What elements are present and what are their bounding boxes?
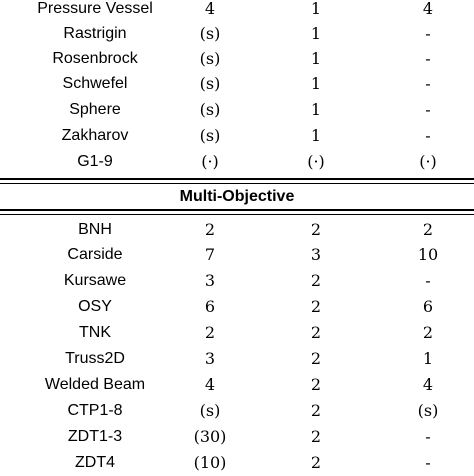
- table-row: [0, 96, 474, 123]
- constraints-value: -: [425, 271, 431, 290]
- problem-name: Sphere: [69, 101, 121, 118]
- objectives-value: 2: [310, 453, 322, 472]
- variables-value: (s): [199, 49, 221, 68]
- problem-name: Rosenbrock: [52, 50, 138, 67]
- objectives-value: 2: [310, 427, 322, 446]
- table-row: [0, 148, 474, 175]
- variables-value: 3: [204, 349, 216, 368]
- objectives-value: 1: [310, 0, 322, 18]
- objectives-value: 2: [310, 375, 322, 394]
- table-row: [0, 70, 474, 97]
- variables-value: 6: [204, 297, 216, 316]
- constraints-value: -: [425, 49, 431, 68]
- constraints-value: 2: [422, 323, 434, 342]
- problem-name: Schwefel: [62, 75, 128, 92]
- problem-name: CTP1-8: [67, 402, 123, 419]
- constraints-value: 10: [417, 245, 439, 264]
- problem-name: ZDT4: [75, 454, 115, 471]
- table-row: [0, 293, 474, 320]
- objectives-value: 1: [310, 24, 322, 43]
- objectives-value: 1: [310, 100, 322, 119]
- table-row: [0, 0, 474, 22]
- table-row: [0, 397, 474, 424]
- variables-value: 4: [204, 0, 216, 18]
- objectives-value: 2: [310, 323, 322, 342]
- objectives-value: 2: [310, 401, 322, 420]
- objectives-value: 1: [310, 74, 322, 93]
- variables-value: 7: [204, 245, 216, 264]
- problem-name: Pressure Vessel: [37, 0, 153, 17]
- constraints-value: (s): [417, 401, 439, 420]
- table-row: [0, 241, 474, 268]
- table-row: [0, 267, 474, 294]
- variables-value: 2: [204, 220, 216, 239]
- variables-value: (s): [199, 401, 221, 420]
- variables-value: (s): [199, 100, 221, 119]
- constraints-value: (·): [419, 152, 437, 171]
- objectives-value: 2: [310, 297, 322, 316]
- constraints-value: -: [425, 126, 431, 145]
- table-row: [0, 45, 474, 72]
- problem-name: Kursawe: [63, 272, 127, 289]
- constraints-value: -: [425, 100, 431, 119]
- table-row: [0, 423, 474, 450]
- section-rule-bottom-inner: [0, 214, 474, 215]
- problem-name: Zakharov: [61, 127, 129, 144]
- problem-name: Truss2D: [65, 350, 125, 367]
- objectives-value: 3: [310, 245, 322, 264]
- objectives-value: 2: [310, 349, 322, 368]
- problem-name: Carside: [67, 246, 123, 263]
- objectives-value: 2: [310, 220, 322, 239]
- section-rule-top: [0, 178, 474, 180]
- constraints-value: 1: [422, 349, 434, 368]
- variables-value: (s): [199, 126, 221, 145]
- constraints-value: -: [425, 453, 431, 472]
- variables-value: 4: [204, 375, 216, 394]
- table-row: [0, 122, 474, 149]
- table-row: [0, 371, 474, 398]
- table-row: [0, 319, 474, 346]
- constraints-value: -: [425, 427, 431, 446]
- constraints-value: 6: [422, 297, 434, 316]
- objectives-value: 2: [310, 271, 322, 290]
- problem-name: G1-9: [77, 153, 113, 170]
- objectives-value: 1: [310, 126, 322, 145]
- variables-value: (s): [199, 24, 221, 43]
- variables-value: 3: [204, 271, 216, 290]
- constraints-value: 2: [422, 220, 434, 239]
- table-row: [0, 216, 474, 243]
- section-rule-bottom: [0, 209, 474, 211]
- objectives-value: 1: [310, 49, 322, 68]
- problem-name: ZDT1-3: [67, 428, 123, 445]
- variables-value: 2: [204, 323, 216, 342]
- section-heading: Multi-Objective: [179, 188, 295, 205]
- variables-value: (·): [201, 152, 219, 171]
- constraints-value: -: [425, 24, 431, 43]
- objectives-value: (·): [307, 152, 325, 171]
- table-row: [0, 449, 474, 476]
- table-row: [0, 20, 474, 47]
- section-rule-top-inner: [0, 183, 474, 184]
- problem-name: TNK: [79, 324, 111, 341]
- problem-name: Rastrigin: [63, 25, 127, 42]
- problem-name: OSY: [78, 298, 112, 315]
- constraints-value: 4: [422, 375, 434, 394]
- constraints-value: -: [425, 74, 431, 93]
- constraints-value: 4: [422, 0, 434, 18]
- problem-name: Welded Beam: [44, 376, 146, 393]
- variables-value: (10): [193, 453, 227, 472]
- problem-name: BNH: [78, 221, 112, 238]
- table-row: [0, 345, 474, 372]
- variables-value: (30): [193, 427, 227, 446]
- variables-value: (s): [199, 74, 221, 93]
